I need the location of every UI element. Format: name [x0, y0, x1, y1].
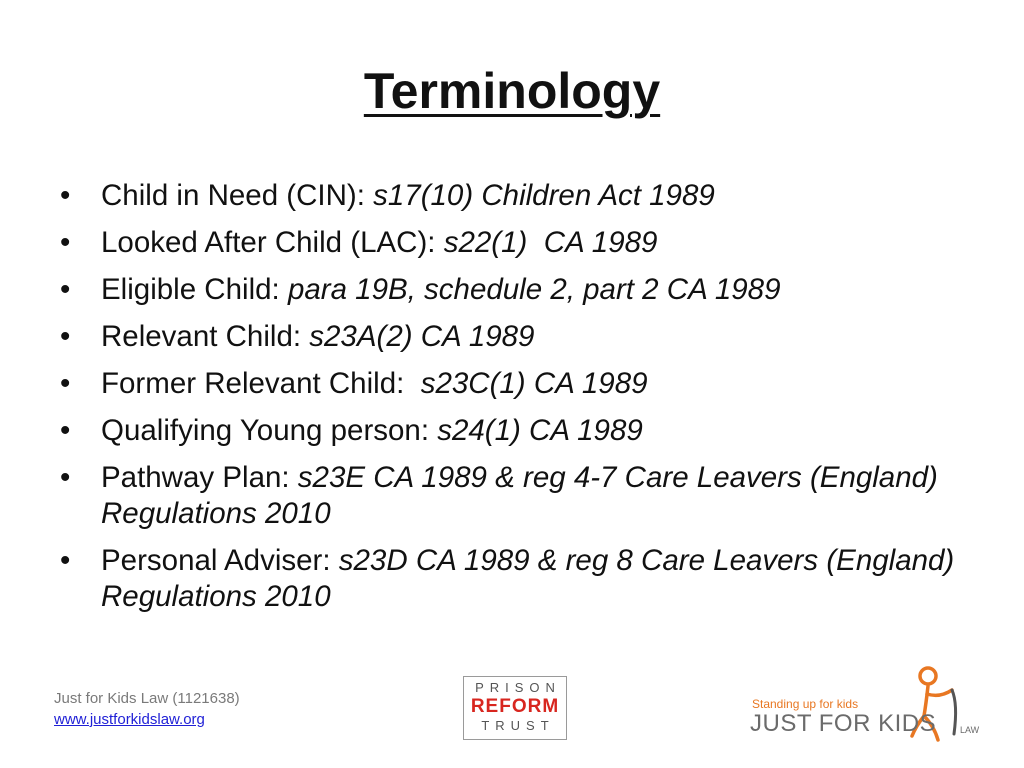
prison-reform-trust-logo [463, 676, 567, 740]
list-item [60, 272, 980, 308]
terminology-list [60, 178, 980, 626]
term-label: Looked After Child (LAC): [101, 226, 444, 259]
term-label: Eligible Child: [101, 273, 288, 306]
term-reference: s17(10) Children Act 1989 [373, 179, 715, 212]
footer-org: Just for Kids Law (1121638) [54, 690, 240, 707]
term-reference: s22(1) CA 1989 [443, 226, 658, 259]
term-reference: s23E CA 1989 & reg 4-7 Care Leavers (England) Regulations 2010 [101, 461, 938, 530]
prt-logo-line1: PRISON [475, 680, 561, 695]
list-item [60, 319, 980, 355]
footer [54, 688, 240, 730]
list-item [60, 225, 980, 261]
bullet-icon: • [60, 226, 71, 259]
bullet-icon: • [60, 179, 71, 212]
jfk-name: JUST FOR KIDS [750, 710, 937, 737]
jfk-tagline: Standing up for kids [752, 697, 859, 711]
term-label: Relevant Child: [101, 320, 310, 353]
bullet-icon: • [60, 367, 71, 400]
term-reference: s24(1) CA 1989 [437, 414, 643, 447]
term-reference: s23D CA 1989 & reg 8 Care Leavers (England) Regulations 2010 [101, 544, 955, 613]
footer-website-link[interactable]: www.justforkidslaw.org [54, 711, 205, 728]
list-item [60, 543, 980, 615]
just-for-kids-law-logo [748, 660, 978, 750]
list-item [60, 413, 980, 449]
jfk-law-suffix: LAW [960, 725, 980, 735]
bullet-icon: • [60, 461, 71, 494]
term-reference: para 19B, schedule 2, part 2 CA 1989 [287, 273, 781, 306]
term-label: Former Relevant Child: [101, 367, 421, 400]
bullet-icon: • [60, 320, 71, 353]
term-label: Pathway Plan: [101, 461, 298, 494]
bullet-icon: • [60, 544, 71, 577]
term-reference: s23A(2) CA 1989 [309, 320, 535, 353]
prt-logo-line2: REFORM [470, 696, 560, 717]
term-reference: s23C(1) CA 1989 [420, 367, 648, 400]
list-item [60, 366, 980, 402]
bullet-icon: • [60, 414, 71, 447]
term-label: Child in Need (CIN): [101, 179, 374, 212]
list-item [60, 460, 980, 532]
term-label: Qualifying Young person: [101, 414, 438, 447]
slide-title: Terminology [363, 63, 661, 119]
bullet-icon: • [60, 273, 71, 306]
list-item [60, 178, 980, 214]
prt-logo-line3: TRUST [481, 718, 555, 733]
term-label: Personal Adviser: [101, 544, 339, 577]
